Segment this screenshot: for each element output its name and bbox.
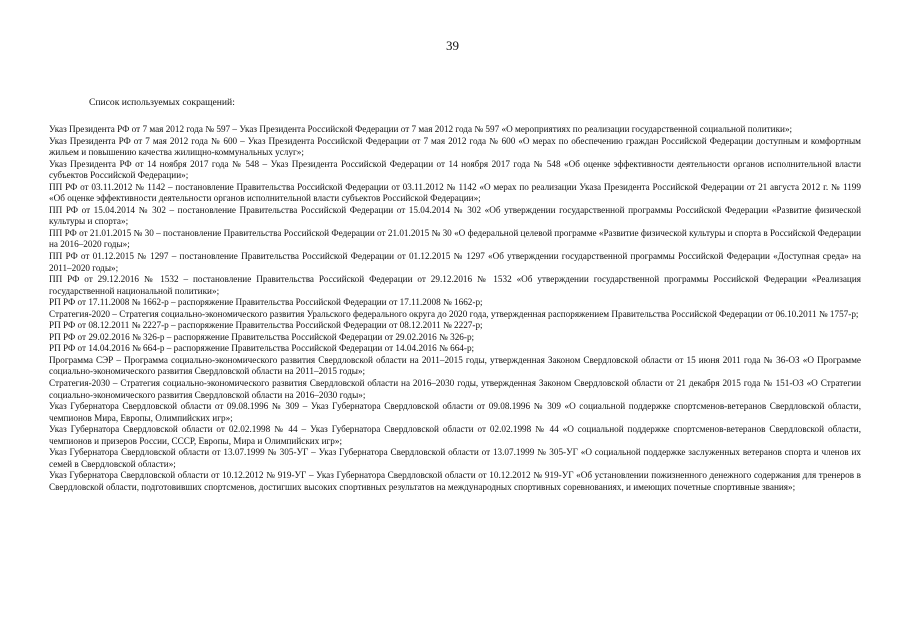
abbreviation-entry: РП РФ от 17.11.2008 № 1662-р – распоряжение Правительства Российской Федерации от 17.11.2008 № 1662-р; <box>49 297 483 308</box>
page-number: 39 <box>446 38 459 53</box>
abbreviation-entry: ПП РФ от 21.01.2015 № 30 – постановление Правительства Российской Федерации от 21.01.2015 № 30 «О федеральной целевой программе «Развитие физической культуры и спорта в Российской Федерации на 2016–2020 годы»; <box>49 227 861 250</box>
abbreviation-entry: Стратегия-2020 – Стратегия социально-экономического развития Уральского федерального округа до 2020 года, утвержденная распоряжением Правительства Российской Федерации от 06.10.2011 № 1757-р; <box>49 308 859 319</box>
abbreviation-entry: РП РФ от 08.12.2011 № 2227-р – распоряжение Правительства Российской Федерации от 08.12.2011 № 2227-р; <box>49 320 483 331</box>
abbreviation-entry: Указ Губернатора Свердловской области от 13.07.1999 № 305-УГ – Указ Губернатора Свердловской области от 13.07.1999 № 305-УГ «О социальной поддержке заслуженных ветеранов спорта и членов их семей в Свердловской области»; <box>49 447 861 469</box>
abbreviation-entry: Указ Президента РФ от 7 мая 2012 года № 600 – Указ Президента Российской Федерации от 7 мая 2012 года № 600 «О мерах по обеспечению граждан Российской Федерации доступным и комфортным жильем и повышению качества жилищно-коммунальных услуг»; <box>49 135 861 158</box>
abbreviation-entry: Указ Губернатора Свердловской области от 02.02.1998 № 44 – Указ Губернатора Свердловской области от 02.02.1998 № 44 «О социальной поддержке спортсменов-ветеранов Свердловской области, чемпионов и призеров России, СССР, Европы, Мира и Олимпийских игр»; <box>49 424 861 446</box>
abbreviations-heading: Список используемых сокращений: <box>89 97 235 108</box>
abbreviation-entry: Программа СЭР – Программа социально-экономического развития Свердловской области на 2011–2015 годы, утвержденная Законом Свердловской области от 15 июня 2011 года № 36-ОЗ «О Программе социально-экономического развития Свердловской области на 2011–2015 годы»; <box>49 354 861 377</box>
abbreviation-entry: Указ Президента РФ от 7 мая 2012 года № 597 – Указ Президента Российской Федерации от 7 мая 2012 года № 597 «О мероприятиях по реализации государственной социальной политики»; <box>49 124 793 134</box>
abbreviation-entry: ПП РФ от 15.04.2014 № 302 – постановление Правительства Российской Федерации от 15.04.2014 № 302 «Об утверждении государственной программы Российской Федерации «Развитие физической культуры и спорта»; <box>49 204 861 227</box>
abbreviation-entry: РП РФ от 14.04.2016 № 664-р – распоряжение Правительства Российской Федерации от 14.04.2016 № 664-р; <box>49 343 475 354</box>
abbreviations-list <box>49 124 861 494</box>
abbreviation-entry: Указ Президента РФ от 14 ноября 2017 года № 548 – Указ Президента Российской Федерации от 14 ноября 2017 года № 548 «Об оценке эффективности деятельности органов исполнительной власти субъектов Российской Федерации»; <box>49 158 861 181</box>
abbreviation-entry: Указ Губернатора Свердловской области от 09.08.1996 № 309 – Указ Губернатора Свердловской области от 09.08.1996 № 309 «О социальной поддержке спортсменов-ветеранов Свердловской области, чемпионов Мира, Европы, Олимпийских игр»; <box>49 401 861 423</box>
abbreviation-entry: Стратегия-2030 – Стратегия социально-экономического развития Свердловской области на 2016–2030 годы, утвержденная Законом Свердловской области от 21 декабря 2015 года № 151-ОЗ «О Стратегии социально-экономического развития Свердловской области на 2016–2030 годы»; <box>49 378 861 400</box>
abbreviation-entry: ПП РФ от 29.12.2016 № 1532 – постановление Правительства Российской Федерации от 29.12.2016 № 1532 «Об утверждении государственной программы Российской Федерации «Реализация государственной национальной политики»; <box>49 274 861 296</box>
abbreviation-entry: ПП РФ от 01.12.2015 № 1297 – постановление Правительства Российской Федерации от 01.12.2015 № 1297 «Об утверждении государственной программы Российской Федерации «Доступная среда» на 2011–2020 годы»; <box>49 251 861 273</box>
abbreviation-entry: РП РФ от 29.02.2016 № 326-р – распоряжение Правительства Российской Федерации от 29.02.2016 № 326-р; <box>49 331 475 342</box>
abbreviation-entry: Указ Губернатора Свердловской области от 10.12.2012 № 919-УГ – Указ Губернатора Свердловской области от 10.12.2012 № 919-УГ «Об установлении пожизненного денежного содержания для тренеров в Свердловской области, подготовивших спортсменов, достигших высоких спортивных результатов на международных спортивных соревнованиях, и имеющих почетные спортивные звания»; <box>49 470 861 492</box>
abbreviation-entry: ПП РФ от 03.11.2012 № 1142 – постановление Правительства Российской Федерации от 03.11.2012 № 1142 «О мерах по реализации Указа Президента Российской Федерации от 21 августа 2012 г. № 1199 «Об оценке эффективности деятельности органов исполнительной власти субъектов Российской Федерации»; <box>49 181 861 204</box>
